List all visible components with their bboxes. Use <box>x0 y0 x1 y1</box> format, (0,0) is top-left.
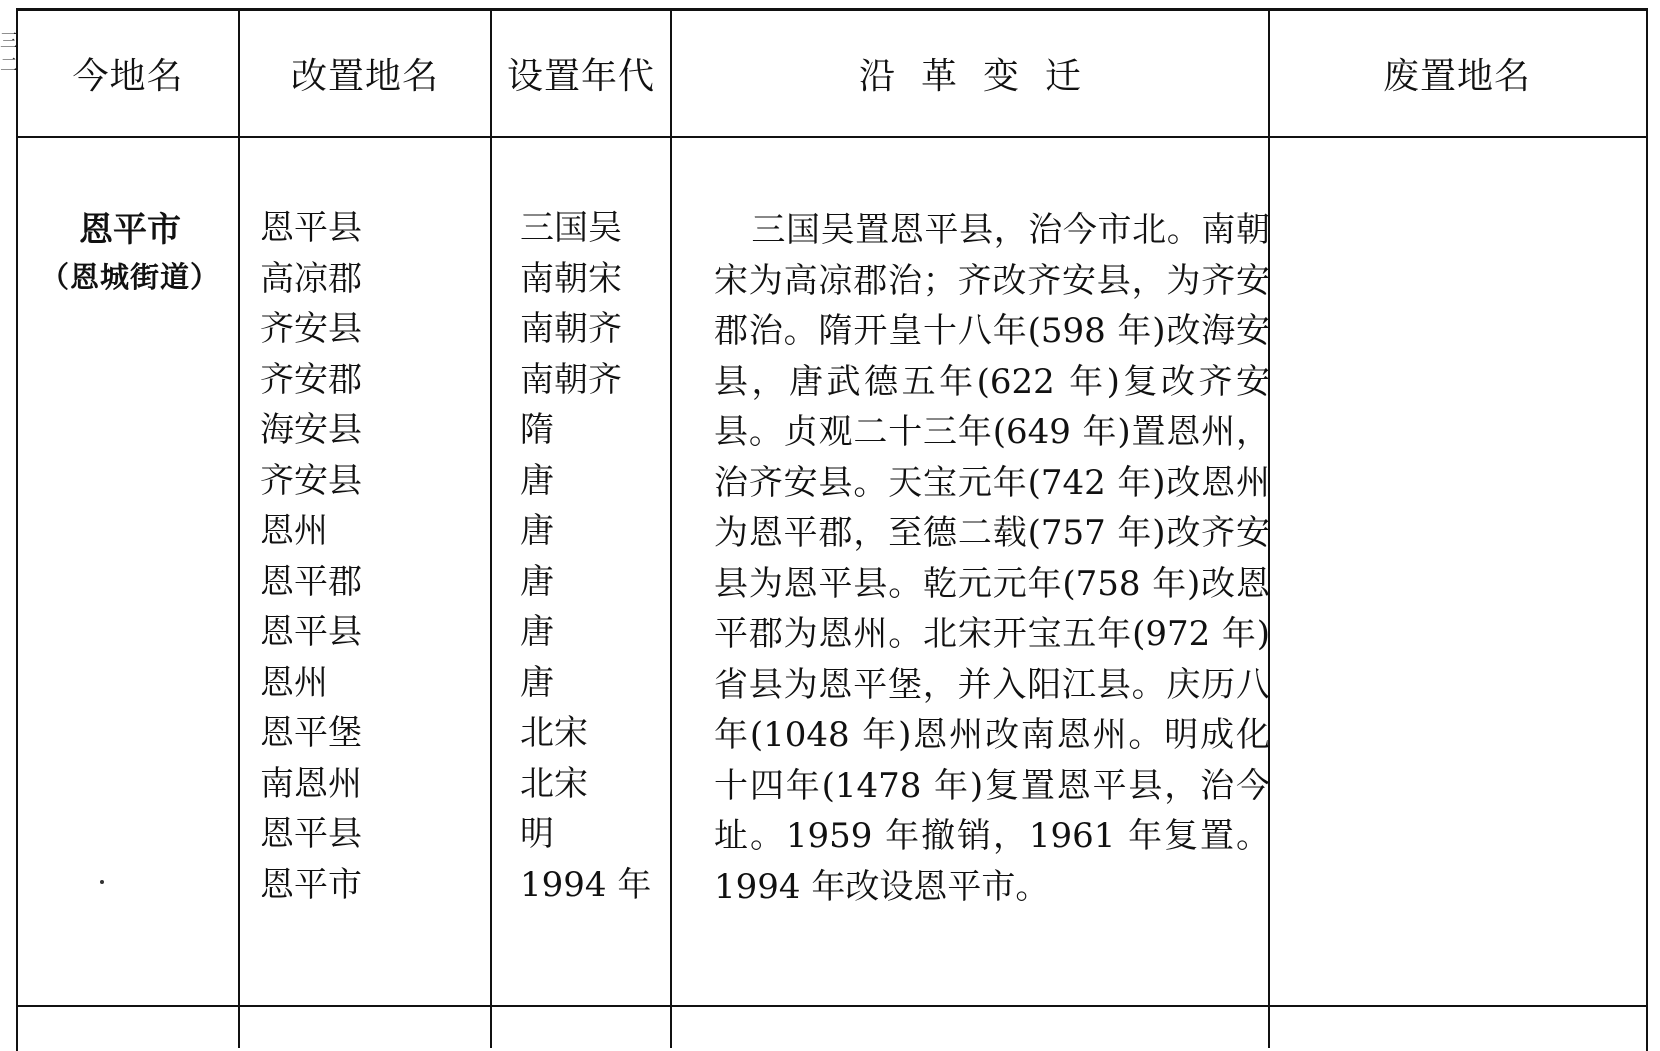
changed-name-item: 齐安县 <box>260 309 362 349</box>
changed-name-item: 南恩州 <box>260 763 362 804</box>
header-abolished-names: 废置地名 <box>1382 56 1531 97</box>
era-item: 唐 <box>520 662 554 703</box>
era-item: 南朝齐 <box>520 359 622 400</box>
changed-name-item: 恩平市 <box>260 864 362 905</box>
changed-name-item: 恩平县 <box>260 814 362 854</box>
changed-name-item: 恩平堡 <box>260 713 362 753</box>
header-changed-names: 改置地名 <box>290 56 439 97</box>
era-item: 隋 <box>520 410 554 450</box>
changed-name-item: 海安县 <box>260 410 362 450</box>
history-cell <box>714 205 1270 912</box>
era-item: 唐 <box>520 561 554 602</box>
changed-names-list <box>260 203 362 910</box>
era-item: 三国吴 <box>520 208 622 248</box>
era-item: 北宋 <box>520 713 588 753</box>
header-history: 沿革变迁 <box>858 56 1107 97</box>
changed-name-item: 恩平县 <box>260 208 362 248</box>
header-established-era: 设置年代 <box>506 56 655 97</box>
era-item: 明 <box>520 814 554 854</box>
header-current-name: 今地名 <box>72 56 184 97</box>
stray-dot <box>100 880 104 884</box>
era-item: 1994 年 <box>520 864 652 905</box>
history-text: 三国吴置恩平县，治今市北。南朝宋为高凉郡治；齐改齐安县，为齐安郡治。隋开皇十八年(598 年)改海安县，唐武德五年(622 年)复改齐安县。贞观二十三年(649 年)置恩州，治齐安县。天宝元年(742 年)改恩州为恩平郡，至德二载(757 年)改齐安县为恩平县。乾元元年(758 年)改恩平郡为恩州。北宋开宝五年(972 年)省县为恩平堡，并入阳江县。庆历八年(1048 年)恩州改南恩州。明成化十四年(1478 年)复置恩平县，治今址。1959 年撤销，1961 年复置。1994 年改设恩平市。 <box>714 210 1270 907</box>
era-item: 北宋 <box>520 763 588 804</box>
column-divider <box>238 8 240 1048</box>
row-rule <box>16 1005 1646 1007</box>
column-divider <box>490 8 492 1048</box>
current-name: 恩平市 <box>79 210 181 250</box>
eras-list <box>520 203 651 910</box>
era-item: 唐 <box>520 612 554 652</box>
era-item: 南朝宋 <box>520 258 622 299</box>
era-item: 南朝齐 <box>520 309 622 349</box>
changed-name-item: 恩平县 <box>260 612 362 652</box>
current-name-cell <box>20 205 240 299</box>
era-item: 唐 <box>520 511 554 551</box>
changed-name-item: 齐安县 <box>260 460 362 501</box>
era-item: 唐 <box>520 460 554 501</box>
changed-name-item: 高凉郡 <box>260 258 362 299</box>
changed-name-item: 恩州 <box>260 511 328 551</box>
current-name-subdistrict: （恩城街道） <box>39 260 220 294</box>
changed-name-item: 恩平郡 <box>260 561 362 602</box>
changed-name-item: 恩州 <box>260 662 328 703</box>
changed-name-item: 齐安郡 <box>260 359 362 400</box>
margin-mark: 三 二 <box>0 31 18 76</box>
column-divider <box>670 8 672 1048</box>
